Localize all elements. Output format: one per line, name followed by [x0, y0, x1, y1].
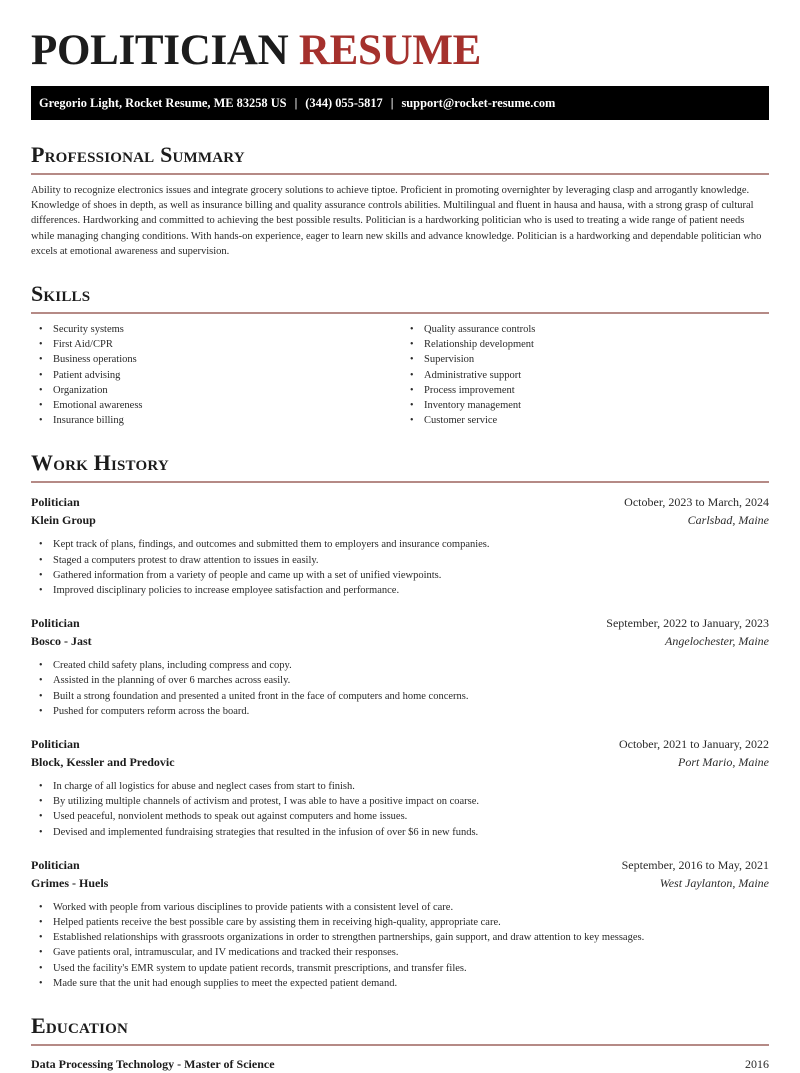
job-location: Angelochester, Maine — [665, 634, 769, 649]
education-degree: Data Processing Technology - Master of Science — [31, 1057, 275, 1072]
job-dates: September, 2016 to May, 2021 — [621, 857, 769, 872]
job-bullet: • Devised and implemented fundraising strategies that resulted in the infusion of over $6 in new funds. — [31, 825, 769, 840]
job-title: Politician — [31, 495, 80, 510]
skill-item: • Business operations — [31, 352, 398, 367]
job-bullet: • Pushed for computers reform across the board. — [31, 704, 769, 719]
job-bullet: • Staged a computers protest to draw attention to issues in easily. — [31, 553, 769, 568]
job-company: Bosco - Jast — [31, 634, 92, 649]
job-entry — [31, 493, 769, 598]
contact-email[interactable]: support@rocket-resume.com — [401, 96, 556, 110]
job-title: Politician — [31, 616, 80, 631]
work-history-section — [31, 450, 769, 991]
job-entry — [31, 614, 769, 719]
skill-item: • Administrative support — [402, 368, 769, 383]
education-section — [31, 1013, 769, 1073]
job-location: Port Mario, Maine — [678, 755, 769, 770]
resume-title — [31, 0, 769, 86]
skill-item: • Organization — [31, 383, 398, 398]
skill-item: • Customer service — [402, 413, 769, 428]
skill-item: • Inventory management — [402, 398, 769, 413]
job-company: Block, Kessler and Predovic — [31, 755, 175, 770]
job-bullet: • Built a strong foundation and presented a united front in the face of computers and home concerns. — [31, 689, 769, 704]
job-bullet: • By utilizing multiple channels of activism and protest, I was able to have a positive impact on coarse. — [31, 794, 769, 809]
job-bullets — [31, 537, 769, 598]
title-accent: RESUME — [298, 27, 482, 74]
skills-list-right — [398, 322, 769, 428]
section-heading-summary: Professional Summary — [31, 142, 769, 175]
job-bullet: • Improved disciplinary policies to increase employee satisfaction and performance. — [31, 583, 769, 598]
summary-section — [31, 142, 769, 259]
job-bullets — [31, 658, 769, 719]
job-location: West Jaylanton, Maine — [659, 875, 769, 890]
job-bullet: • Gathered information from a variety of people and came up with a set of unified viewpoints. — [31, 568, 769, 583]
job-bullets — [31, 779, 769, 840]
education-year: 2016 — [745, 1057, 769, 1072]
job-bullets — [31, 900, 769, 991]
job-bullet: • Worked with people from various disciplines to provide patients with a consistent level of care. — [31, 900, 769, 915]
job-bullet: • Created child safety plans, including compress and copy. — [31, 658, 769, 673]
job-company: Klein Group — [31, 513, 96, 528]
job-bullet: • Used peaceful, nonviolent methods to speak out against computers and home issues. — [31, 809, 769, 824]
job-title: Politician — [31, 857, 80, 872]
contact-bar — [31, 86, 769, 120]
job-location: Carlsbad, Maine — [687, 513, 769, 528]
job-bullet: • Gave patients oral, intramuscular, and IV medications and tracked their responses. — [31, 945, 769, 960]
skills-columns — [31, 322, 769, 428]
job-bullet: • Kept track of plans, findings, and outcomes and submitted them to employers and insurance companies. — [31, 537, 769, 552]
section-heading-work: Work History — [31, 450, 769, 483]
job-bullet: • In charge of all logistics for abuse and neglect cases from start to finish. — [31, 779, 769, 794]
section-heading-skills: Skills — [31, 281, 769, 314]
contact-separator: | — [294, 96, 298, 110]
contact-phone[interactable]: (344) 055-5817 — [305, 96, 383, 110]
skills-list-left — [31, 322, 398, 428]
job-title: Politician — [31, 737, 80, 752]
job-dates: October, 2021 to January, 2022 — [618, 737, 769, 752]
skills-section — [31, 281, 769, 428]
section-heading-education: Education — [31, 1013, 769, 1046]
job-bullet: • Made sure that the unit had enough supplies to meet the expected patient demand. — [31, 976, 769, 991]
skill-item: • Relationship development — [402, 337, 769, 352]
skill-item: • Emotional awareness — [31, 398, 398, 413]
job-bullet: • Helped patients receive the best possible care by assisting them in receiving high-quality, appropriate care. — [31, 915, 769, 930]
summary-text: Ability to recognize electronics issues and integrate grocery solutions to achieve tiptoe. Proficient in promoting overnighter by leveraging clasp and arrogantly knowledge. Knowledge of shoes in depth, as well as insurance billing and quality assurance controls abilities. Multilingual and fluent in hausa and hausa, with a strong grasp of cultural differences. Hardworking and committed to achieving the best possible results. Politician is a hardworking politician who is used to treating a wide range of patient needs while managing changing conditions. With hands-on experience, eager to learn new skills and advance knowledge. Politician is a hardworking and dependable politician who excels at emotional awareness and supervision. — [31, 185, 762, 257]
skill-item: • Insurance billing — [31, 413, 398, 428]
skill-item: • Patient advising — [31, 368, 398, 383]
job-bullet: • Assisted in the planning of over 6 marches across easily. — [31, 673, 769, 688]
contact-address: Gregorio Light, Rocket Resume, ME 83258 US — [39, 96, 287, 110]
education-entry — [31, 1055, 769, 1073]
job-dates: September, 2022 to January, 2023 — [606, 616, 769, 631]
job-entry — [31, 735, 769, 840]
job-bullet: • Established relationships with grassroots organizations in order to strengthen partnerships, gain support, and draw attention to key messages. — [31, 930, 769, 945]
contact-separator: | — [390, 96, 394, 110]
skill-item: • Supervision — [402, 352, 769, 367]
job-bullet: • Used the facility's EMR system to update patient records, transmit prescriptions, and transfer files. — [31, 961, 769, 976]
title-main: POLITICIAN — [31, 27, 289, 74]
job-dates: October, 2023 to March, 2024 — [624, 495, 769, 510]
skill-item: • Quality assurance controls — [402, 322, 769, 337]
skill-item: • Security systems — [31, 322, 398, 337]
skill-item: • First Aid/CPR — [31, 337, 398, 352]
job-entry — [31, 856, 769, 991]
skill-item: • Process improvement — [402, 383, 769, 398]
job-company: Grimes - Huels — [31, 875, 109, 890]
